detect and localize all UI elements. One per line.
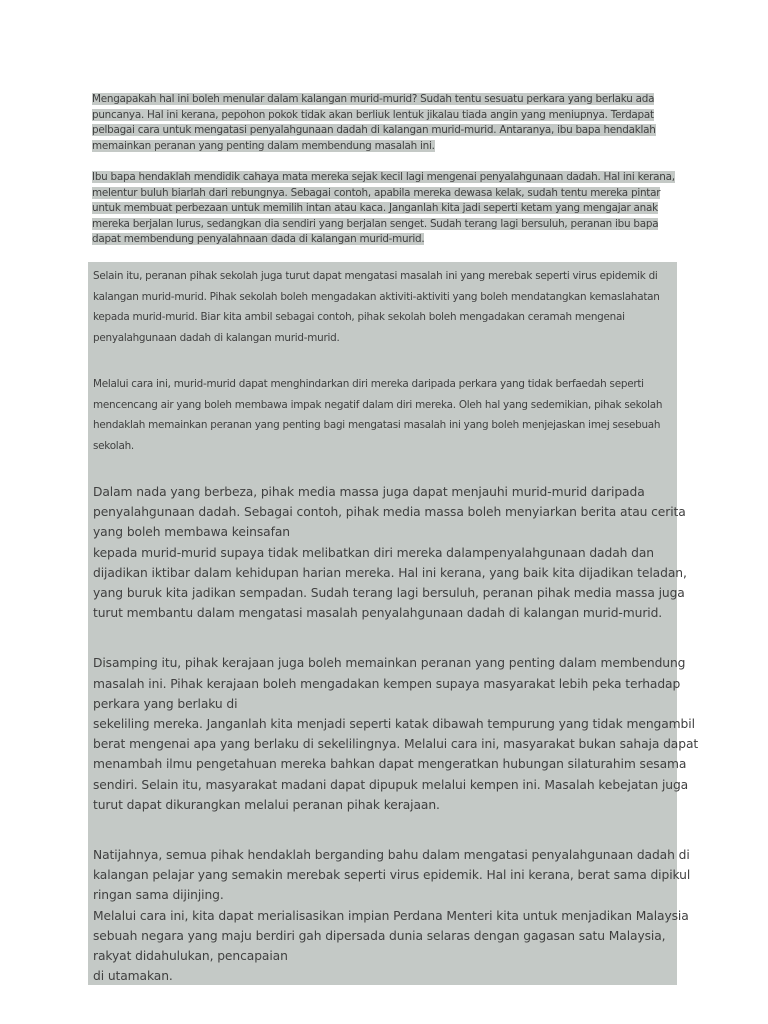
text-line: kalangan pelajar yang semakin merebak seperti virus epidemik. Hal ini kerana, berat sama dipikul	[93, 868, 691, 883]
text-line: sekolah.	[93, 439, 134, 452]
text-line: Melalui cara ini, murid-murid dapat menghindarkan diri mereka daripada perkara yang tidak berfaedah seperti	[93, 378, 644, 390]
text-line: ringan sama dijinjing.	[93, 888, 224, 903]
paragraph-school-role	[93, 266, 677, 348]
text-line: sendiri. Selain itu, masyarakat madani dapat dipupuk melalui kempen ini. Masalah kebejatan juga	[93, 777, 689, 792]
text-line: Selain itu, peranan pihak sekolah juga turut dapat mengatasi masalah ini yang merebak seperti virus epidemik di	[93, 270, 658, 282]
highlighted-text: Ibu bapa hendaklah mendidik cahaya mata mereka sejak kecil lagi mengenai penyalahgunaan dadah. Hal ini kerana, melentur buluh biarlah dari rebungnya. Sebagai contoh, apabila mereka dewasa kelak, sudah tentu mereka pintar untuk membuat perbezaan untuk memilih intan atau kaca. Janganlah kita jadi seperti ketam yang mengajar anak mereka berjalan lurus, sedangkan dia sendiri yang berjalan senget. Sudah terang lagi bersuluh, peranan ibu bapa dapat membendung penyalahnaan dada di kalangan murid-murid.	[92, 171, 675, 246]
text-line: kepada murid-murid supaya tidak melibatkan diri mereka dalampenyalahgunaan dadah dan	[93, 545, 654, 560]
text-line: yang buruk kita jadikan sempadan. Sudah terang lagi bersuluh, peranan pihak media massa juga	[93, 586, 685, 601]
text-line: Disamping itu, pihak kerajaan juga boleh memainkan peranan yang penting dalam membendung	[93, 656, 686, 671]
paragraph-conclusion	[93, 845, 691, 986]
text-line: Dalam nada yang berbeza, pihak media massa juga dapat menjauhi murid-murid daripada	[93, 485, 645, 499]
text-line: penyalahgunaan dadah. Sebagai contoh, pihak media massa boleh menyiarkan berita atau cerita	[93, 505, 686, 520]
paragraph-school-outcome	[93, 374, 677, 456]
text-line: di utamakan.	[93, 969, 173, 984]
text-line: yang boleh membawa keinsafan	[93, 525, 290, 540]
text-line: berat mengenai apa yang berlaku di sekelilingnya. Melalui cara ini, masyarakat bukan sahaja dapat	[93, 737, 699, 752]
text-line: mencencang air yang boleh membawa impak negatif dalam diri mereka. Oleh hal yang sedemikian, pihak sekolah	[93, 398, 663, 411]
paragraph-government-role	[93, 653, 699, 815]
text-line: sekeliling mereka. Janganlah kita menjadi seperti katak dibawah tempurung yang tidak mengambil	[93, 717, 695, 732]
highlighted-selection-block	[88, 262, 699, 985]
text-line: kalangan murid-murid. Pihak sekolah boleh mengadakan aktiviti-aktiviti yang boleh mendatangkan kemaslahatan	[93, 290, 660, 303]
text-line: hendaklah memainkan peranan yang penting bagi mengatasi masalah ini yang boleh menjejaskan imej sesebuah	[93, 419, 661, 431]
paragraph-parents-role	[92, 170, 676, 248]
text-line: Natijahnya, semua pihak hendaklah berganding bahu dalam mengatasi penyalahgunaan dadah di	[93, 848, 690, 863]
paragraph-parents-intro	[92, 92, 676, 154]
text-line: turut membantu dalam mengatasi masalah penyalahgunaan dadah di kalangan murid-murid.	[93, 606, 663, 621]
text-line: dijadikan iktibar dalam kehidupan harian mereka. Hal ini kerana, yang baik kita dijadikan teladan,	[93, 565, 687, 580]
text-line: turut dapat dikurangkan melalui peranan pihak kerajaan.	[93, 797, 440, 812]
text-line: menambah ilmu pengetahuan mereka bahkan dapat mengeratkan hubungan silaturahim sesama	[93, 757, 687, 772]
text-line: perkara yang berlaku di	[93, 696, 238, 711]
highlighted-text: Mengapakah hal ini boleh menular dalam kalangan murid-murid? Sudah tentu sesuatu perkara yang berlaku ada puncanya. Hal ini kerana, pepohon pokok tidak akan berliuk lentuk jikalau tiada angin yang meniupnya. Terdapat pelbagai cara untuk mengatasi penyalahgunaan dadah di kalangan murid-murid. Antaranya, ibu bapa hendaklah memainkan peranan yang penting dalam membendung masalah ini.	[92, 93, 656, 152]
text-line: Melalui cara ini, kita dapat merialisasikan impian Perdana Menteri kita untuk menjadikan Malaysia	[93, 908, 689, 923]
text-line: penyalahgunaan dadah di kalangan murid-murid.	[93, 331, 340, 344]
text-line: masalah ini. Pihak kerajaan boleh mengadakan kempen supaya masyarakat lebih peka terhadap	[93, 676, 681, 691]
paragraph-media-role	[93, 482, 687, 623]
text-line: sebuah negara yang maju berdiri gah dipersada dunia selaras dengan gagasan satu Malaysia,	[93, 928, 666, 943]
text-line: kepada murid-murid. Biar kita ambil sebagai contoh, pihak sekolah boleh mengadakan ceramah mengenai	[93, 311, 625, 323]
text-line: rakyat didahulukan, pencapaian	[93, 949, 288, 964]
